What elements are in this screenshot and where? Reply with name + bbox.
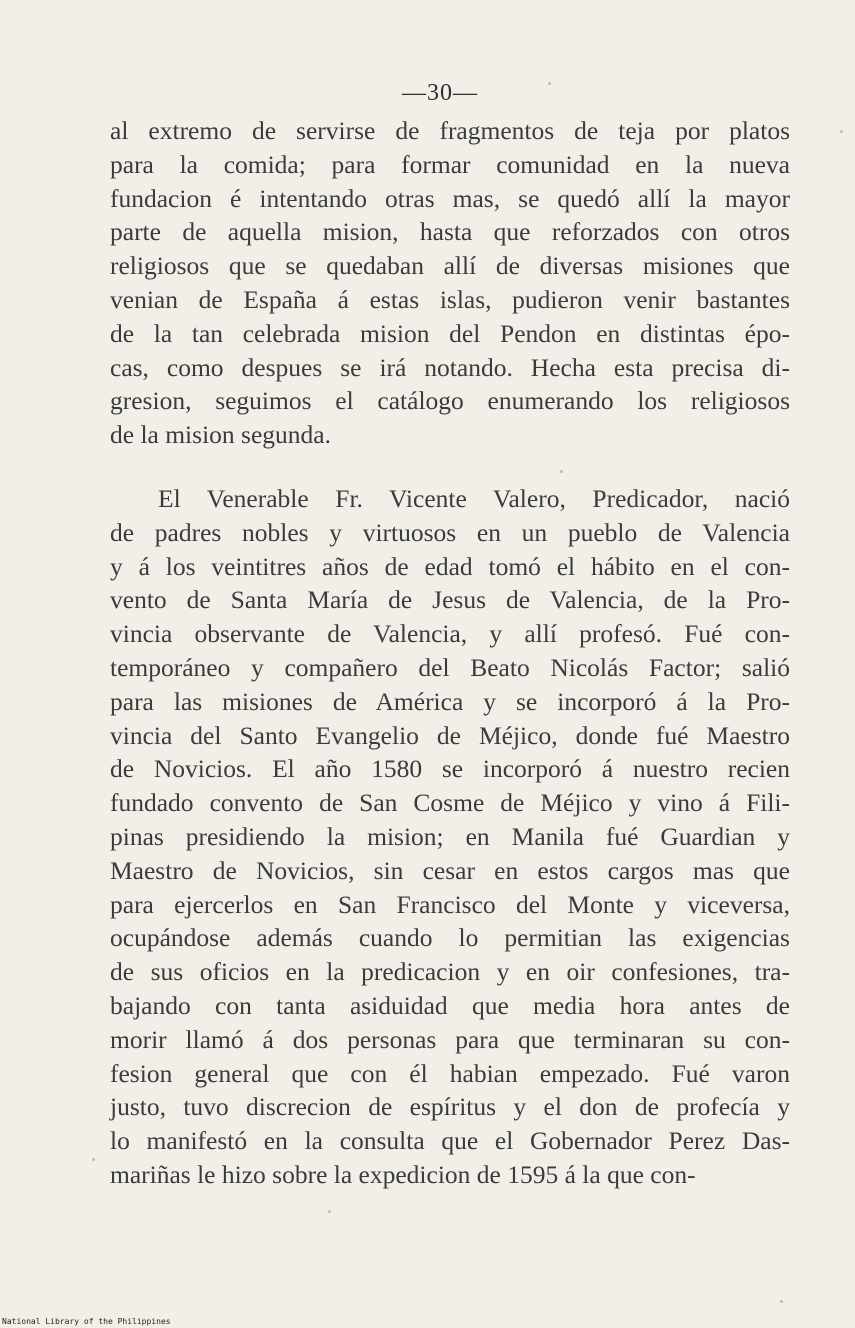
paper-speck <box>92 1158 95 1161</box>
text-line: fundado convento de San Cosme de Méjico y vino á Fili- <box>110 788 790 818</box>
paper-speck <box>328 1210 331 1213</box>
text-line: de Novicios. El año 1580 se incorporó á nuestro recien <box>110 754 790 784</box>
text-line: ocupándose además cuando lo permitian las exigencias <box>110 923 790 953</box>
paper-speck <box>840 130 843 133</box>
text-line: justo, tuvo discrecion de espíritus y el don de profecía y <box>110 1092 790 1122</box>
text-line: Maestro de Novicios, sin cesar en estos cargos mas que <box>110 855 790 885</box>
text-line: vento de Santa María de Jesus de Valencia, de la Pro- <box>110 585 790 615</box>
text-line: parte de aquella mision, hasta que reforzados con otros <box>110 217 790 247</box>
text-line: de la mision segunda. <box>110 420 331 450</box>
text-line: pinas presidiendo la mision; en Manila fué Guardian y <box>110 821 790 851</box>
text-line: temporáneo y compañero del Beato Nicolás Factor; salió <box>110 652 790 682</box>
text-line: mariñas le hizo sobre la expedicion de 1595 á la que con- <box>110 1159 696 1189</box>
page-number: —30— <box>402 80 478 106</box>
text-line: cas, como despues se irá notando. Hecha esta precisa di- <box>110 352 790 382</box>
text-line: para la comida; para formar comunidad en la nueva <box>110 149 790 179</box>
text-line: bajando con tanta asiduidad que media hora antes de <box>110 990 790 1020</box>
text-line: y á los veintitres años de edad tomó el hábito en el con- <box>110 551 790 581</box>
text-line: religiosos que se quedaban allí de diversas misiones que <box>110 251 790 281</box>
paper-speck <box>548 82 551 85</box>
text-line: venian de España á estas islas, pudieron venir bastantes <box>110 284 790 314</box>
text-line: de sus oficios en la predicacion y en oir confesiones, tra- <box>110 957 790 987</box>
text-line: gresion, seguimos el catálogo enumerando los religiosos <box>110 386 790 416</box>
paragraph-1 <box>110 114 790 452</box>
text-line: para las misiones de América y se incorporó á la Pro- <box>110 686 790 716</box>
paper-speck <box>780 1300 783 1303</box>
text-line: lo manifestó en la consulta que el Gobernador Perez Das- <box>110 1126 790 1156</box>
text-line: morir llamó á dos personas para que terminaran su con- <box>110 1024 790 1054</box>
text-line: fesion general que con él habian empezado. Fué varon <box>110 1058 790 1088</box>
paper-speck <box>560 470 563 473</box>
text-line: fundacion é intentando otras mas, se quedó allí la mayor <box>110 183 790 213</box>
paragraph-2 <box>110 482 790 1192</box>
text-line: de la tan celebrada mision del Pendon en distintas épo- <box>110 318 790 348</box>
text-line: vincia del Santo Evangelio de Méjico, donde fué Maestro <box>110 720 790 750</box>
text-line: para ejercerlos en San Francisco del Monte y viceversa, <box>110 889 790 919</box>
library-watermark: National Library of the Philippines <box>2 1317 171 1326</box>
text-line: El Venerable Fr. Vicente Valero, Predicador, nació <box>158 484 790 513</box>
text-line: al extremo de servirse de fragmentos de teja por platos <box>110 116 790 145</box>
text-line: de padres nobles y virtuosos en un pueblo de Valencia <box>110 517 790 547</box>
text-line: vincia observante de Valencia, y allí profesó. Fué con- <box>110 619 790 649</box>
